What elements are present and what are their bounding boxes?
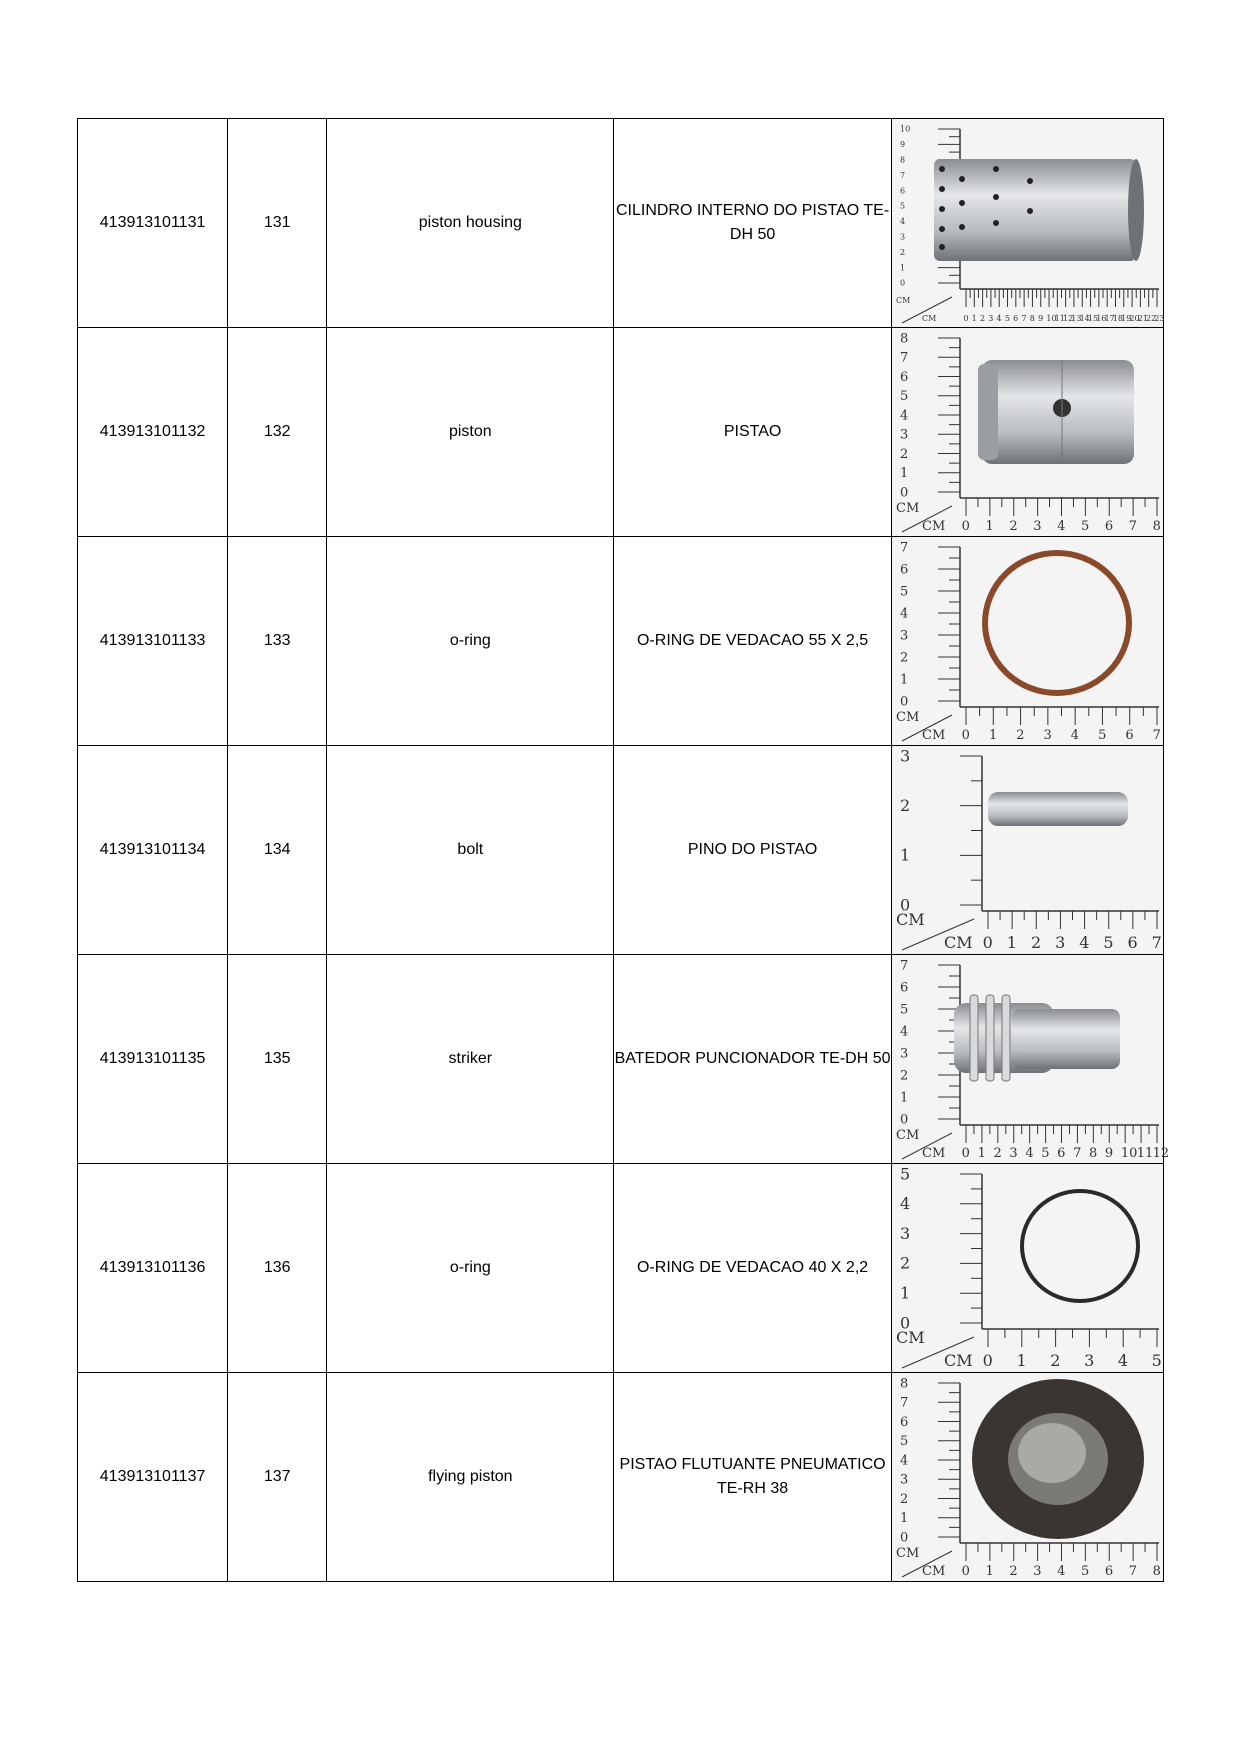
ruler-label: 3 [987,314,994,323]
part-name-english-text: flying piston [428,1468,513,1485]
ruler-label: 10 [899,124,910,134]
table-row [78,1373,1164,1582]
bolt-photo-graphic [892,746,1163,954]
ruler-label: 6 [1012,314,1018,323]
ruler-label: 0 [961,519,970,534]
flying-piston-photo-graphic [892,1373,1163,1581]
ruler-unit: CM [921,519,945,534]
ruler-label: 4 [1056,1564,1066,1579]
ruler-label: 1 [988,728,997,743]
ruler-label: 9 [1104,1146,1113,1161]
ruler-label: 3 [899,1046,908,1062]
ruler-label: 7 [899,540,908,556]
ruler-label: 8 [899,1376,908,1392]
ruler-label: 12 [1152,1146,1169,1161]
ruler-unit: CM [895,1328,925,1347]
ruler-label: 0 [963,314,969,323]
ruler-label: 8 [1152,519,1161,534]
part-name-english [327,537,614,746]
ruler-label: 2 [899,1068,908,1084]
part-number-text: 134 [263,841,291,858]
ruler-label: 23 [1154,314,1165,323]
ruler-label: 7 [899,958,908,974]
ruler-label: 13 [1070,314,1082,323]
striker-photo [891,955,1169,1164]
ruler-label: 0 [899,694,908,710]
ruler-label: 2 [993,1146,1002,1161]
table-row [78,955,1164,1164]
ruler-label: 0 [961,728,970,743]
ruler-label: 1 [899,845,910,865]
part-name-english-text: piston [448,423,492,440]
flying-piston-photo [891,1373,1163,1582]
ruler-label: 0 [899,895,910,915]
ruler-label: 3 [1032,519,1042,534]
ruler-label: 1 [971,314,977,323]
ruler-label: 1 [977,1146,986,1161]
ruler-label: 1 [899,1283,910,1303]
ruler-label: 9 [899,140,905,150]
part-shape [954,995,1120,1081]
ruler-label: 1 [985,1564,994,1579]
ruler-label: 12 [1062,314,1073,323]
ruler-label: 6 [1104,519,1113,534]
striker-photo-graphic [892,955,1169,1163]
part-code [78,328,228,537]
ruler-label: 6 [1125,728,1134,743]
ruler-label: 10 [1120,1146,1138,1161]
ruler-label: 2 [979,314,985,323]
part-name-portuguese [614,537,891,746]
ruler-label: 4 [899,606,908,622]
ruler-label: 4 [1056,519,1066,534]
ruler-label: 2 [1009,519,1018,534]
ruler-label: 9 [1037,314,1043,323]
ruler-label: 0 [899,1112,908,1128]
part-shape [934,159,1144,261]
ruler-label: 4 [1025,1146,1034,1161]
ruler-label: 5 [1004,314,1010,323]
part-code [78,746,228,955]
ruler-label: 6 [899,1414,908,1430]
part-name-portuguese-text: PISTAO [723,423,782,440]
ruler-label: 4 [1117,1351,1128,1370]
ruler-label: 0 [899,278,905,288]
ruler-label: 4 [899,408,908,424]
part-number-text: 132 [263,423,291,440]
ruler-label: 8 [1029,314,1035,323]
part-number-text: 135 [263,1050,291,1067]
ruler-label: 14 [1079,314,1090,323]
part-name-english-text: o-ring [449,1259,491,1276]
ruler-label: 7 [899,350,908,366]
part-shape [988,792,1128,826]
part-name-portuguese-text: PISTAO FLUTUANTE PNEUMATICO TE-RH 38 [619,1456,886,1497]
part-name-english-text: bolt [457,841,484,858]
ruler-label: 2 [899,650,908,666]
part-name-english [327,328,614,537]
ruler-label: 6 [899,369,908,385]
ruler-label: 4 [899,1024,908,1040]
part-name-portuguese-text: BATEDOR PUNCIONADOR TE-DH 50 [614,1050,891,1067]
part-shape [978,360,1134,464]
ruler-label: 5 [1040,1146,1050,1161]
ruler-label: 19 [1120,314,1132,323]
ruler-label: 1 [899,672,908,688]
ruler-label: 7 [1072,1146,1082,1161]
part-code-text: 413913101131 [99,214,206,231]
table-row [78,537,1164,746]
ruler-unit: CM [895,1128,919,1143]
part-number-text: 131 [263,214,291,231]
ruler-label: 2 [1049,1351,1061,1370]
ruler-label: 10 [1046,314,1057,323]
ruler-label: 7 [899,170,905,180]
ruler-label: 0 [899,485,908,501]
part-number [228,746,327,955]
ruler-label: 3 [899,232,905,242]
ruler-unit: CM [895,501,919,516]
ruler-label: 3 [899,1223,910,1243]
ruler-label: 8 [899,331,908,347]
part-code-text: 413913101132 [99,423,206,440]
ruler-label: 3 [1043,728,1052,743]
part-name-portuguese-text: O-RING DE VEDACAO 40 X 2,2 [636,1259,869,1276]
part-name-portuguese [614,328,891,537]
ruler-label: 3 [899,1472,908,1488]
ruler-label: 5 [899,584,908,600]
ruler-label: 5 [1151,1351,1162,1370]
part-name-english-text: piston housing [418,214,522,231]
ruler-label: 1 [899,1511,908,1527]
part-number-text: 137 [263,1468,291,1485]
ruler-label: 2 [1009,1564,1018,1579]
o-ring-black-photo-graphic [892,1164,1163,1372]
ruler-label: 11 [1136,1146,1153,1161]
ruler-label: 2 [899,247,905,257]
ruler-label: 1 [899,466,908,482]
ruler-label: 5 [899,1434,908,1450]
part-number [228,1373,327,1582]
part-name-english-text: o-ring [449,632,491,649]
cm-ruler [896,746,1162,952]
part-name-portuguese [614,955,891,1164]
ruler-label: 8 [1152,1564,1161,1579]
ruler-label: 4 [899,217,905,227]
ruler-label: 2 [1015,728,1025,743]
ruler-label: 8 [1088,1146,1097,1161]
ruler-label: 5 [899,201,905,211]
ruler-unit: CM [895,910,925,929]
parts-table [77,118,1169,1582]
part-number [228,1164,327,1373]
ruler-unit: CM [943,933,973,952]
part-shape [1022,1191,1138,1301]
piston-housing-photo [891,119,1163,328]
cm-ruler [896,1164,1162,1370]
ruler-label: 7 [1021,314,1027,323]
ruler-label: 7 [1152,728,1161,743]
part-number [228,537,327,746]
ruler-label: 0 [899,1530,908,1546]
ruler-label: 5 [1097,728,1107,743]
ruler-label: 11 [1054,314,1065,323]
ruler-unit: CM [921,1564,945,1579]
ruler-label: 7 [1151,933,1162,952]
ruler-label: 2 [899,796,910,815]
o-ring-brown-photo-graphic [892,537,1163,745]
ruler-label: 4 [996,314,1002,323]
piston-photo [891,328,1163,537]
ruler-label: 4 [1070,728,1079,743]
table-row [78,328,1164,537]
ruler-label: 2 [899,1491,908,1507]
ruler-label: 7 [1128,1564,1137,1579]
ruler-unit: CM [921,728,945,743]
ruler-label: 7 [1128,519,1137,534]
ruler-unit: CM [895,710,919,725]
part-shape [985,553,1129,693]
part-name-english [327,1373,614,1582]
part-name-portuguese [614,1164,891,1373]
ruler-label: 0 [961,1146,970,1161]
part-code [78,537,228,746]
part-number [228,328,327,537]
part-name-portuguese [614,746,891,955]
table-row [78,119,1164,328]
part-code-text: 413913101135 [99,1050,206,1067]
ruler-label: 5 [899,389,908,405]
ruler-label: 22 [1145,314,1156,323]
ruler-label: 1 [899,1090,908,1106]
ruler-label: 2 [899,1253,910,1273]
ruler-label: 6 [1056,1146,1066,1161]
ruler-unit: CM [895,1546,919,1561]
ruler-unit: CM [921,1146,945,1161]
ruler-label: 0 [982,933,993,952]
ruler-label: 3 [899,628,908,644]
ruler-label: 1 [1016,1351,1027,1370]
part-code [78,1373,228,1582]
ruler-label: 21 [1137,314,1148,323]
part-name-portuguese-text: PINO DO PISTAO [687,841,818,858]
part-code [78,955,228,1164]
part-code-text: 413913101136 [99,1259,206,1276]
o-ring-brown-photo [891,537,1163,746]
ruler-label: 3 [899,427,908,443]
part-name-portuguese [614,1373,891,1582]
ruler-label: 4 [1078,933,1090,952]
part-shape [972,1379,1144,1539]
part-number-text: 133 [263,632,291,649]
ruler-label: 1 [985,519,994,534]
ruler-label: 6 [899,186,905,196]
ruler-label: 20 [1129,314,1140,323]
ruler-label: 4 [899,1194,910,1214]
piston-housing-photo-graphic [892,119,1163,327]
ruler-label: 8 [899,155,905,165]
ruler-label: 5 [899,1164,910,1184]
ruler-label: 2 [899,446,908,462]
part-name-portuguese-text: CILINDRO INTERNO DO PISTAO TE-DH 50 [615,202,890,243]
ruler-label: 6 [1104,1564,1113,1579]
part-name-english-text: striker [448,1050,493,1067]
table-row [78,1164,1164,1373]
part-number-text: 136 [263,1259,291,1276]
ruler-label: 3 [1032,1564,1042,1579]
cm-ruler [896,540,1161,743]
ruler-label: 17 [1104,314,1115,323]
part-number [228,955,327,1164]
ruler-label: 5 [1080,519,1090,534]
part-code [78,119,228,328]
part-code-text: 413913101137 [99,1468,206,1485]
part-name-english [327,119,614,328]
part-number [228,119,327,328]
ruler-label: 6 [1127,933,1138,952]
ruler-label: 1 [1006,933,1017,952]
part-name-english [327,955,614,1164]
table-row [78,746,1164,955]
ruler-label: 6 [899,562,908,578]
ruler-unit: CM [895,296,911,305]
ruler-label: 0 [982,1351,993,1370]
part-name-english [327,746,614,955]
ruler-label: 2 [1030,933,1041,952]
bolt-photo [891,746,1163,955]
part-code-text: 413913101133 [99,632,206,649]
ruler-label: 1 [899,263,905,273]
ruler-label: 3 [1054,933,1065,952]
ruler-label: 15 [1087,314,1098,323]
part-code [78,1164,228,1373]
part-name-portuguese-text: O-RING DE VEDACAO 55 X 2,5 [636,632,869,649]
part-name-english [327,1164,614,1373]
ruler-label: 5 [1080,1564,1090,1579]
ruler-label: 5 [899,1002,908,1018]
ruler-label: 18 [1112,314,1123,323]
ruler-label: 0 [899,1313,910,1333]
ruler-unit: CM [921,314,937,323]
ruler-label: 3 [1009,1146,1018,1161]
ruler-label: 3 [1083,1351,1094,1370]
part-code-text: 413913101134 [99,841,206,858]
part-name-portuguese [614,119,891,328]
ruler-unit: CM [943,1351,973,1370]
ruler-label: 7 [899,1395,908,1411]
ruler-label: 16 [1095,314,1107,323]
ruler-label: 0 [961,1564,970,1579]
ruler-label: 6 [899,980,908,996]
o-ring-black-photo [891,1164,1163,1373]
ruler-label: 5 [1103,933,1114,952]
piston-photo-graphic [892,328,1163,536]
ruler-label: 4 [899,1453,908,1469]
ruler-label: 3 [899,746,910,766]
